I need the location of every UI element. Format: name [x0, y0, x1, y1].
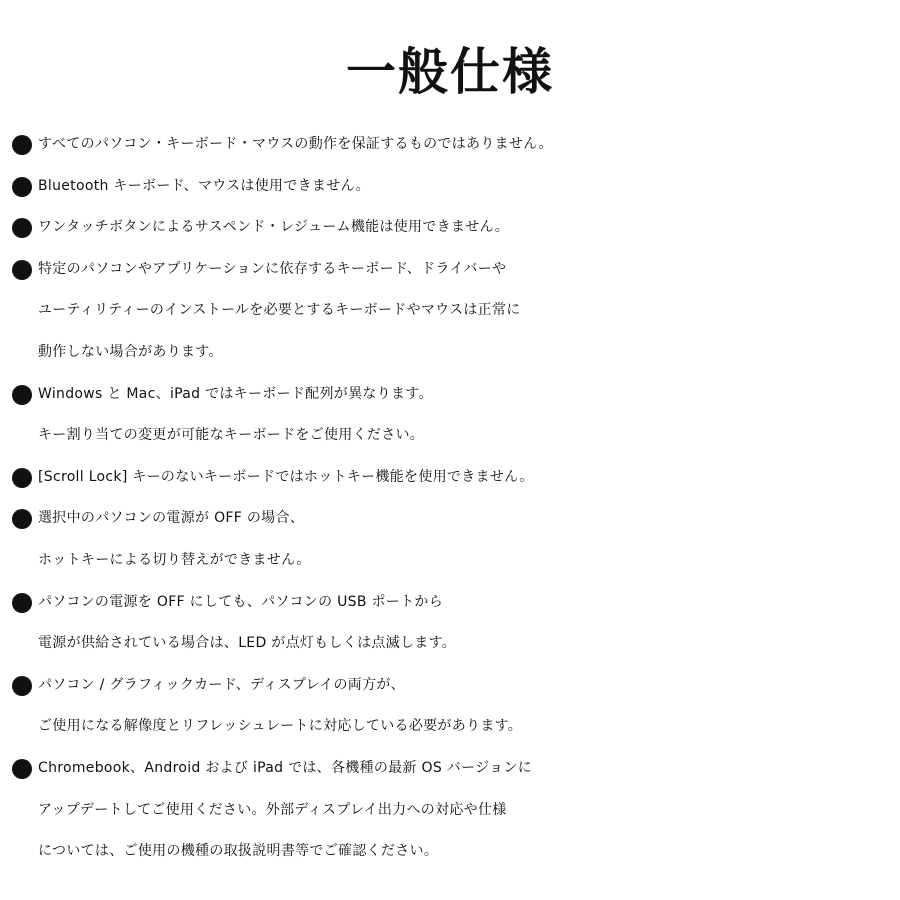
spec-list-item [0, 166, 900, 208]
bullet-icon [12, 385, 32, 405]
bullet-icon [12, 676, 32, 696]
spec-item-text-line: 動作しない場合があります。 [38, 343, 223, 360]
spec-item-text-line: 電源が供給されている場合は、LED が点灯もしくは点滅します。 [38, 635, 457, 652]
spec-list-item [0, 249, 900, 374]
spec-item-text-line: ホットキーによる切り替えができません。 [38, 551, 311, 568]
spec-list-item [0, 665, 900, 748]
bullet-icon [12, 218, 32, 238]
spec-item-text-line: パソコン / グラフィックカード、ディスプレイの両方が、 [38, 676, 405, 693]
spec-item-text-line: キー割り当ての変更が可能なキーボードをご使用ください。 [38, 427, 425, 444]
bullet-icon [12, 177, 32, 197]
spec-list-item [0, 374, 900, 457]
spec-item-text-line: ユーティリティーのインストールを必要とするキーボードやマウスは正常に [38, 302, 521, 319]
bullet-icon [12, 759, 32, 779]
spec-item-text-line: Bluetooth キーボード、マウスは使用できません。 [38, 177, 370, 194]
spec-list-item [0, 582, 900, 665]
bullet-icon [12, 593, 32, 613]
spec-list-item [0, 748, 900, 873]
spec-item-text-line: すべてのパソコン・キーボード・マウスの動作を保証するものではありません。 [38, 136, 553, 152]
spec-item-text-line: については、ご使用の機種の取扱説明書等でご確認ください。 [38, 843, 439, 860]
spec-list-item [0, 124, 900, 166]
spec-item-text-line: パソコンの電源を OFF にしても、パソコンの USB ポートから [38, 593, 444, 610]
bullet-icon [12, 135, 32, 155]
bullet-icon [12, 260, 32, 280]
spec-item-text-line: Windows と Mac、iPad ではキーボード配列が異なります。 [38, 385, 433, 402]
spec-item-text-line: ご使用になる解像度とリフレッシュレートに対応している必要があります。 [38, 718, 523, 735]
spec-item-text-line: [Scroll Lock] キーのないキーボードではホットキー機能を使用できません。 [38, 468, 534, 485]
spec-list-item [0, 207, 900, 249]
spec-item-text-line: 特定のパソコンやアプリケーションに依存するキーボード、ドライバーや [38, 260, 507, 277]
spec-list-item [0, 498, 900, 581]
spec-list-item [0, 457, 900, 499]
page-title: 一般仕様 [346, 43, 554, 101]
spec-item-text-line: ワンタッチボタンによるサスペンド・レジューム機能は使用できません。 [38, 219, 509, 236]
bullet-icon [12, 509, 32, 529]
spec-item-text-line: Chromebook、Android および iPad では、各機種の最新 OS バージョンに [38, 759, 533, 776]
bullet-icon [12, 468, 32, 488]
spec-item-text-line: 選択中のパソコンの電源が OFF の場合、 [38, 510, 305, 527]
spec-item-text-line: アップデートしてご使用ください。外部ディスプレイ出力への対応や仕様 [38, 801, 507, 818]
spec-list [0, 124, 900, 873]
